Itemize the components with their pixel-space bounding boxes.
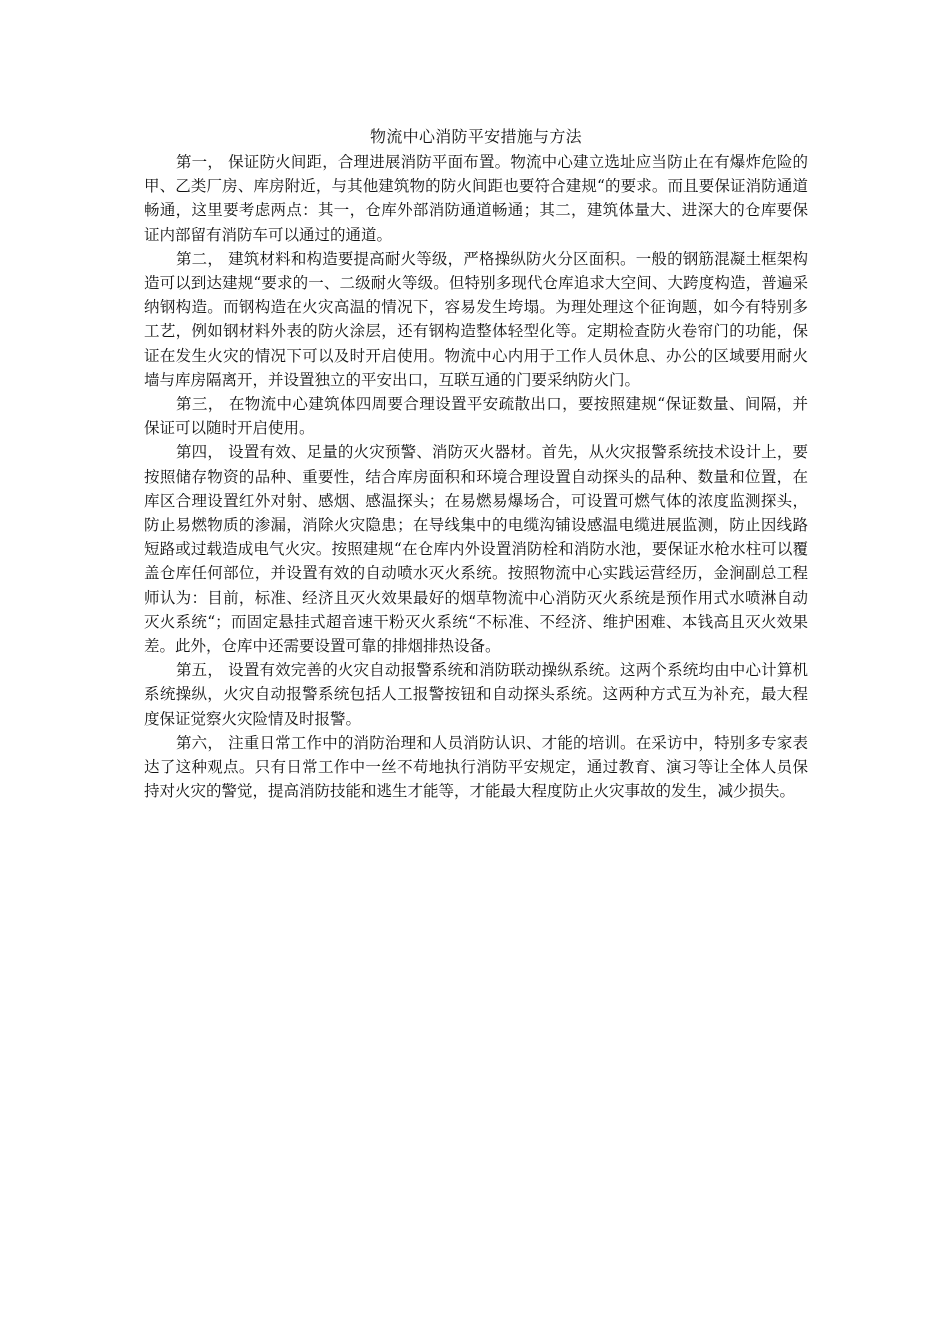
paragraph-1: 第一， 保证防火间距，合理进展消防平面布置。物流中心建立选址应当防止在有爆炸危险的甲、乙类厂房、库房附近，与其他建筑物的防火间距也要符合建规“的要求。而且要保证消防通道畅通，这里要考虑两点：其一，仓库外部消防通道畅通；其二，建筑体量大、进深大的仓库要保证内部留有消防车可以通过的通道。 [144,153,808,244]
paragraph-5: 第五， 设置有效完善的火灾自动报警系统和消防联动操纵系统。这两个系统均由中心计算机系统操纵，火灾自动报警系统包括人工报警按钮和自动探头系统。这两种方式互为补充，最大程度保证觉察火灾险情及时报警。 [144,661,808,728]
document-title: 物流中心消防平安措施与方法 [370,127,582,146]
paragraph-4: 第四， 设置有效、足量的火灾预警、消防灭火器材。首先，从火灾报警系统技术设计上，要按照储存物资的品种、重要性，结合库房面积和环境合理设置自动探头的品种、数量和位置，在库区合理设置红外对射、感烟、感温探头；在易燃易爆场合，可设置可燃气体的浓度监测探头，防止易燃物质的渗漏，消除火灾隐患；在导线集中的电缆沟铺设感温电缆进展监测，防止因线路短路或过载造成电气火灾。按照建规“在仓库内外设置消防栓和消防水池，要保证水枪水柱可以覆盖仓库任何部位，并设置有效的自动喷水灭火系统。按照物流中心实践运营经历，金涧副总工程师认为：目前，标准、经济且灭火效果最好的烟草物流中心消防灭火系统是预作用式水喷淋自动灭火系统“；而固定悬挂式超音速干粉灭火系统“不标准、不经济、维护困难、本钱高且灭火效果差。此外，仓库中还需要设置可靠的排烟排热设备。 [144,443,808,656]
document-page [144,124,808,803]
paragraph-2: 第二， 建筑材料和构造要提高耐火等级，严格操纵防火分区面积。一般的钢筋混凝土框架构造可以到达建规“要求的一、二级耐火等级。但特别多现代仓库追求大空间、大跨度构造，普遍采纳钢构造。而钢构造在火灾高温的情况下，容易发生垮塌。为理处理这个征询题，如今有特别多工艺，例如钢材料外表的防火涂层，还有钢构造整体轻型化等。定期检查防火卷帘门的功能，保证在发生火灾的情况下可以及时开启使用。物流中心内用于工作人员休息、办公的区域要用耐火墙与库房隔离开，并设置独立的平安出口，互联互通的门要采纳防火门。 [144,249,808,389]
paragraph-6: 第六， 注重日常工作中的消防治理和人员消防认识、才能的培训。在采访中，特别多专家表达了这种观点。只有日常工作中一丝不苟地执行消防平安规定，通过教育、演习等让全体人员保持对火灾的警觉，提高消防技能和逃生才能等，才能最大程度防止火灾事故的发生，减少损失。 [144,733,808,801]
paragraph-3: 第三， 在物流中心建筑体四周要合理设置平安疏散出口，要按照建规“保证数量、间隔，并保证可以随时开启使用。 [144,395,808,438]
